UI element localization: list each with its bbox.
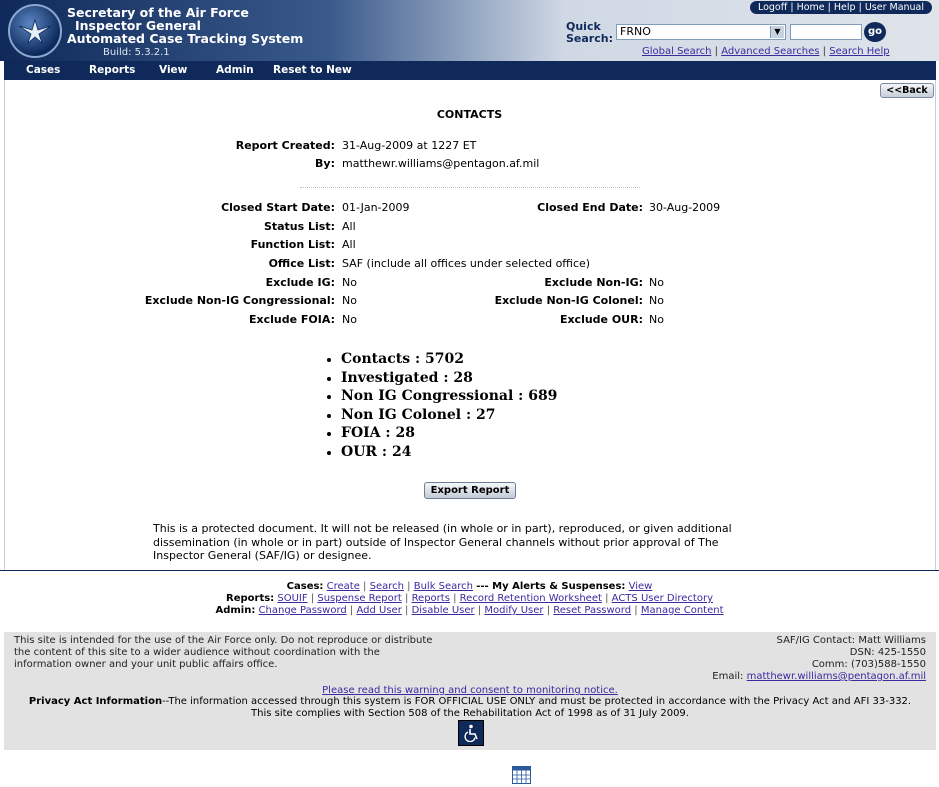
nav-reports[interactable]: Reports (89, 64, 136, 76)
search-help-link[interactable]: Search Help (829, 46, 890, 57)
contact-email-link[interactable]: matthewr.williams@pentagon.af.mil (746, 671, 926, 682)
help-link[interactable]: Help (833, 2, 856, 13)
contact-comm: Comm: (703)588-1550 (811, 659, 926, 670)
status-list-label: Status List: (263, 220, 335, 233)
suspense-report-link[interactable]: Suspense Report (317, 593, 402, 604)
header-title-line1: Secretary of the Air Force (67, 5, 249, 20)
office-list-label: Office List: (268, 257, 335, 270)
divider (300, 187, 640, 188)
accessibility-icon[interactable] (458, 720, 484, 746)
advanced-searches-link[interactable]: Advanced Searches (721, 46, 820, 57)
exclude-congressional-value: No (342, 294, 357, 307)
nav-reset-to-new[interactable]: Reset to New (273, 64, 352, 76)
export-report-button[interactable]: Export Report (424, 482, 516, 499)
exclude-ig-value: No (342, 276, 357, 289)
list-item: Non IG Congressional : 689 (325, 387, 557, 406)
protected-document-notice: This is a protected document. It will not be released (in whole or in part), reproduced, or given additional dissemination (in whole or in part) outside of Inspector General channels without prior approval of The Inspector General (SAF/IG) or designee. (153, 522, 732, 562)
privacy-act-info: Privacy Act Information--The information accessed through this system is FOR OFFICIAL USE ONLY and must be protected in accordance with the Privacy Act and AFI 33-332. This site complies with Section 508 of the Rehabilitation Act of 1998 as of 31 July 2009. (4, 696, 936, 720)
report-by-value: matthewr.williams@pentagon.af.mil (342, 157, 540, 170)
reports-link[interactable]: Reports (411, 593, 450, 604)
contact-name: SAF/IG Contact: Matt Williams (776, 635, 926, 646)
user-directory-link[interactable]: ACTS User Directory (611, 593, 713, 604)
function-list-value: All (342, 238, 356, 251)
exclude-our-label: Exclude OUR: (559, 313, 643, 326)
modify-user-link[interactable]: Modify User (484, 605, 544, 616)
header-title-line3: Automated Case Tracking System (67, 31, 304, 46)
exclude-non-ig-value: No (649, 276, 664, 289)
exclude-our-value: No (649, 313, 664, 326)
closed-end-value: 30-Aug-2009 (649, 201, 721, 214)
bulk-search-link[interactable]: Bulk Search (413, 581, 474, 592)
report-title: CONTACTS (436, 108, 503, 121)
calendar-icon[interactable] (512, 766, 531, 787)
nav-cases[interactable]: Cases (26, 64, 61, 76)
main-nav (4, 61, 936, 80)
change-password-link[interactable]: Change Password (258, 605, 347, 616)
contact-email-row: Email: matthewr.williams@pentagon.af.mil (712, 671, 926, 682)
list-item: FOIA : 28 (325, 424, 557, 443)
header-banner (0, 0, 939, 61)
contact-info (712, 635, 926, 683)
function-list-label: Function List: (250, 238, 335, 251)
warning-notice-row (4, 685, 936, 696)
nav-view[interactable]: View (159, 64, 188, 76)
top-links-bar: Logoff | Home | Help | User Manual (750, 1, 932, 14)
nav-admin[interactable]: Admin (216, 64, 254, 76)
back-button[interactable]: <<Back (880, 83, 934, 98)
list-item: Investigated : 28 (325, 369, 557, 388)
home-link[interactable]: Home (796, 2, 825, 13)
closed-end-label: Closed End Date: (537, 201, 643, 214)
footer-cases-row: Cases: Create | Search | Bulk Search --- My Alerts & Suspenses: View (286, 581, 653, 592)
report-created-value: 31-Aug-2009 at 1227 ET (342, 139, 477, 152)
quick-search-input[interactable] (790, 24, 862, 40)
exclude-foia-label: Exclude FOIA: (249, 313, 335, 326)
global-search-link[interactable]: Global Search (642, 46, 712, 57)
list-item: OUR : 24 (325, 443, 557, 462)
quick-search-label: Quick Search: (566, 20, 613, 45)
record-retention-link[interactable]: Record Retention Worksheet (459, 593, 602, 604)
exclude-foia-value: No (342, 313, 357, 326)
quick-search-field-select[interactable]: FRNO ▼ (616, 24, 786, 40)
report-by-label: By: (315, 157, 335, 170)
warning-notice-link[interactable]: Please read this warning and consent to monitoring notice. (322, 685, 618, 696)
exclude-ig-label: Exclude IG: (265, 276, 335, 289)
footer-admin-row: Admin: Change Password | Add User | Disable User | Modify User | Reset Password | Manage Content (215, 605, 724, 616)
footer-reports-row: Reports: SOUIF | Suspense Report | Reports | Record Retention Worksheet | ACTS User Directory (226, 593, 713, 604)
closed-start-label: Closed Start Date: (221, 201, 335, 214)
status-list-value: All (342, 220, 356, 233)
exclude-non-ig-label: Exclude Non-IG: (544, 276, 643, 289)
user-manual-link[interactable]: User Manual (864, 2, 925, 13)
stats-list (325, 350, 557, 461)
section-508-notice: This site complies with Section 508 of the Rehabilitation Act of 1998 as of 31 July 2009. (251, 708, 689, 719)
manage-content-link[interactable]: Manage Content (640, 605, 724, 616)
create-case-link[interactable]: Create (326, 581, 360, 592)
add-user-link[interactable]: Add User (356, 605, 402, 616)
air-force-logo (8, 4, 62, 58)
contact-dsn: DSN: 425-1550 (849, 647, 926, 658)
alerts-view-link[interactable]: View (628, 581, 653, 592)
disable-user-link[interactable]: Disable User (411, 605, 475, 616)
exclude-colonel-label: Exclude Non-IG Colonel: (494, 294, 643, 307)
souif-link[interactable]: SOUIF (277, 593, 308, 604)
exclude-colonel-value: No (649, 294, 664, 307)
search-links: Global Search | Advanced Searches | Search Help (642, 46, 890, 57)
list-item: Contacts : 5702 (325, 350, 557, 369)
report-created-label: Report Created: (235, 139, 335, 152)
closed-start-value: 01-Jan-2009 (342, 201, 410, 214)
logoff-link[interactable]: Logoff (757, 2, 788, 13)
search-case-link[interactable]: Search (369, 581, 404, 592)
header-title-line2: Inspector General (75, 18, 201, 33)
exclude-congressional-label: Exclude Non-IG Congressional: (144, 294, 335, 307)
footer-links (0, 570, 939, 633)
chevron-down-icon[interactable]: ▼ (770, 26, 784, 38)
build-number: Build: 5.3.2.1 (103, 47, 170, 58)
reset-password-link[interactable]: Reset Password (553, 605, 632, 616)
office-list-value: SAF (include all offices under selected office) (342, 257, 591, 270)
go-button[interactable]: go (864, 22, 886, 42)
list-item: Non IG Colonel : 27 (325, 406, 557, 425)
usage-disclaimer: This site is intended for the use of the Air Force only. Do not reproduce or distribute the content of this site to a wider audience without coordination with the information owner and your unit public affairs office. (14, 635, 433, 670)
